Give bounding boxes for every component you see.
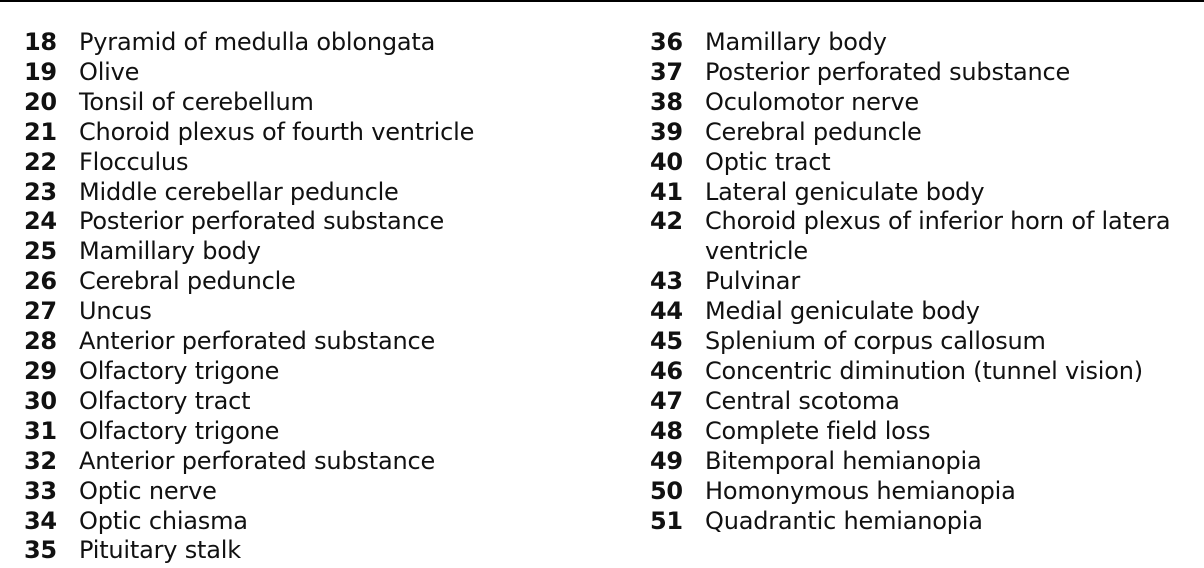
legend-number: 18 <box>24 28 57 56</box>
legend-item <box>24 237 624 267</box>
legend-number: 30 <box>24 386 57 415</box>
legend-number: 51 <box>650 506 683 535</box>
legend-item <box>24 88 624 118</box>
legend-number: 38 <box>650 87 683 116</box>
legend-number: 35 <box>24 536 57 565</box>
legend-item <box>24 118 624 148</box>
legend-item <box>24 536 624 566</box>
legend-item <box>24 387 624 417</box>
legend-label: Anterior perforated substance <box>79 327 436 356</box>
legend-number: 28 <box>24 327 57 356</box>
legend-item <box>24 297 624 327</box>
legend-label: Central scotoma <box>705 386 900 415</box>
legend-item <box>650 148 1204 178</box>
legend-item <box>24 207 624 237</box>
legend-item <box>650 28 1204 58</box>
legend-label: Olfactory trigone <box>79 416 280 445</box>
legend-label: Olive <box>79 57 140 86</box>
legend-number: 33 <box>24 476 57 505</box>
legend-number: 20 <box>24 87 57 116</box>
legend-item <box>650 178 1204 208</box>
legend-number: 19 <box>24 57 57 86</box>
legend-item <box>24 357 624 387</box>
legend-item <box>24 178 624 208</box>
legend-label: Uncus <box>79 297 152 326</box>
legend-item <box>24 327 624 357</box>
legend-number: 40 <box>650 147 683 176</box>
legend-number: 29 <box>24 356 57 385</box>
legend-item <box>650 88 1204 118</box>
legend-number: 47 <box>650 386 683 415</box>
legend-label: Tonsil of cerebellum <box>79 87 314 116</box>
legend-label: Mamillary body <box>705 28 887 56</box>
legend-item <box>24 28 624 58</box>
legend-number: 36 <box>650 28 683 56</box>
legend-item <box>24 507 624 537</box>
legend-label: Choroid plexus of fourth ventricle <box>79 117 475 146</box>
legend-item <box>650 207 1204 267</box>
legend-label: Choroid plexus of inferior horn of latera ventricle <box>705 207 1171 266</box>
legend-label: Medial geniculate body <box>705 297 980 326</box>
legend-label: Optic tract <box>705 147 831 176</box>
legend-number: 49 <box>650 446 683 475</box>
legend-number: 23 <box>24 177 57 206</box>
legend-number: 27 <box>24 297 57 326</box>
legend-item <box>24 58 624 88</box>
legend-label: Splenium of corpus callosum <box>705 327 1046 356</box>
legend-label: Quadrantic hemianopia <box>705 506 983 535</box>
legend-number: 39 <box>650 117 683 146</box>
legend-label: Concentric diminution (tunnel vision) <box>705 356 1143 385</box>
legend-number: 24 <box>24 207 57 236</box>
legend-label: Pulvinar <box>705 267 800 296</box>
legend-label: Posterior perforated substance <box>705 57 1071 86</box>
legend-item <box>650 357 1204 387</box>
legend-number: 34 <box>24 506 57 535</box>
legend-item <box>24 447 624 477</box>
legend-label: Cerebral peduncle <box>79 267 296 296</box>
legend-number: 22 <box>24 147 57 176</box>
legend-number: 50 <box>650 476 683 505</box>
legend-column-left <box>24 28 624 566</box>
legend-number: 44 <box>650 297 683 326</box>
legend-label: Flocculus <box>79 147 189 176</box>
legend-item <box>650 387 1204 417</box>
legend-label: Pituitary stalk <box>79 536 241 565</box>
legend-item <box>24 417 624 447</box>
legend-number: 41 <box>650 177 683 206</box>
legend-item <box>650 118 1204 148</box>
legend-item <box>650 297 1204 327</box>
legend-label: Optic chiasma <box>79 506 248 535</box>
legend-label: Middle cerebellar peduncle <box>79 177 399 206</box>
legend-label: Mamillary body <box>79 237 261 266</box>
legend-item <box>24 148 624 178</box>
legend-label: Olfactory trigone <box>79 356 280 385</box>
legend-item <box>650 447 1204 477</box>
legend-label: Lateral geniculate body <box>705 177 985 206</box>
legend-number: 21 <box>24 117 57 146</box>
legend-label: Optic nerve <box>79 476 217 505</box>
legend-number: 26 <box>24 267 57 296</box>
legend-item <box>650 327 1204 357</box>
legend-item <box>650 507 1204 537</box>
legend-label: Homonymous hemianopia <box>705 476 1016 505</box>
legend-number: 37 <box>650 57 683 86</box>
legend-label: Oculomotor nerve <box>705 87 919 116</box>
legend-column-right <box>650 28 1204 536</box>
legend-item <box>650 477 1204 507</box>
legend-number: 46 <box>650 356 683 385</box>
legend-number: 43 <box>650 267 683 296</box>
legend-label: Anterior perforated substance <box>79 446 436 475</box>
legend-number: 25 <box>24 237 57 266</box>
legend-item <box>24 267 624 297</box>
legend-label: Olfactory tract <box>79 386 251 415</box>
legend-label: Bitemporal hemianopia <box>705 446 982 475</box>
legend-item <box>24 477 624 507</box>
legend-label: Posterior perforated substance <box>79 207 445 236</box>
legend-item <box>650 58 1204 88</box>
legend-number: 42 <box>650 207 683 236</box>
legend-number: 32 <box>24 446 57 475</box>
legend-number: 31 <box>24 416 57 445</box>
legend-label: Complete field loss <box>705 416 931 445</box>
legend-item <box>650 417 1204 447</box>
legend-item <box>650 267 1204 297</box>
legend-number: 45 <box>650 327 683 356</box>
legend-label: Pyramid of medulla oblongata <box>79 28 436 56</box>
legend-number: 48 <box>650 416 683 445</box>
legend-label: Cerebral peduncle <box>705 117 922 146</box>
